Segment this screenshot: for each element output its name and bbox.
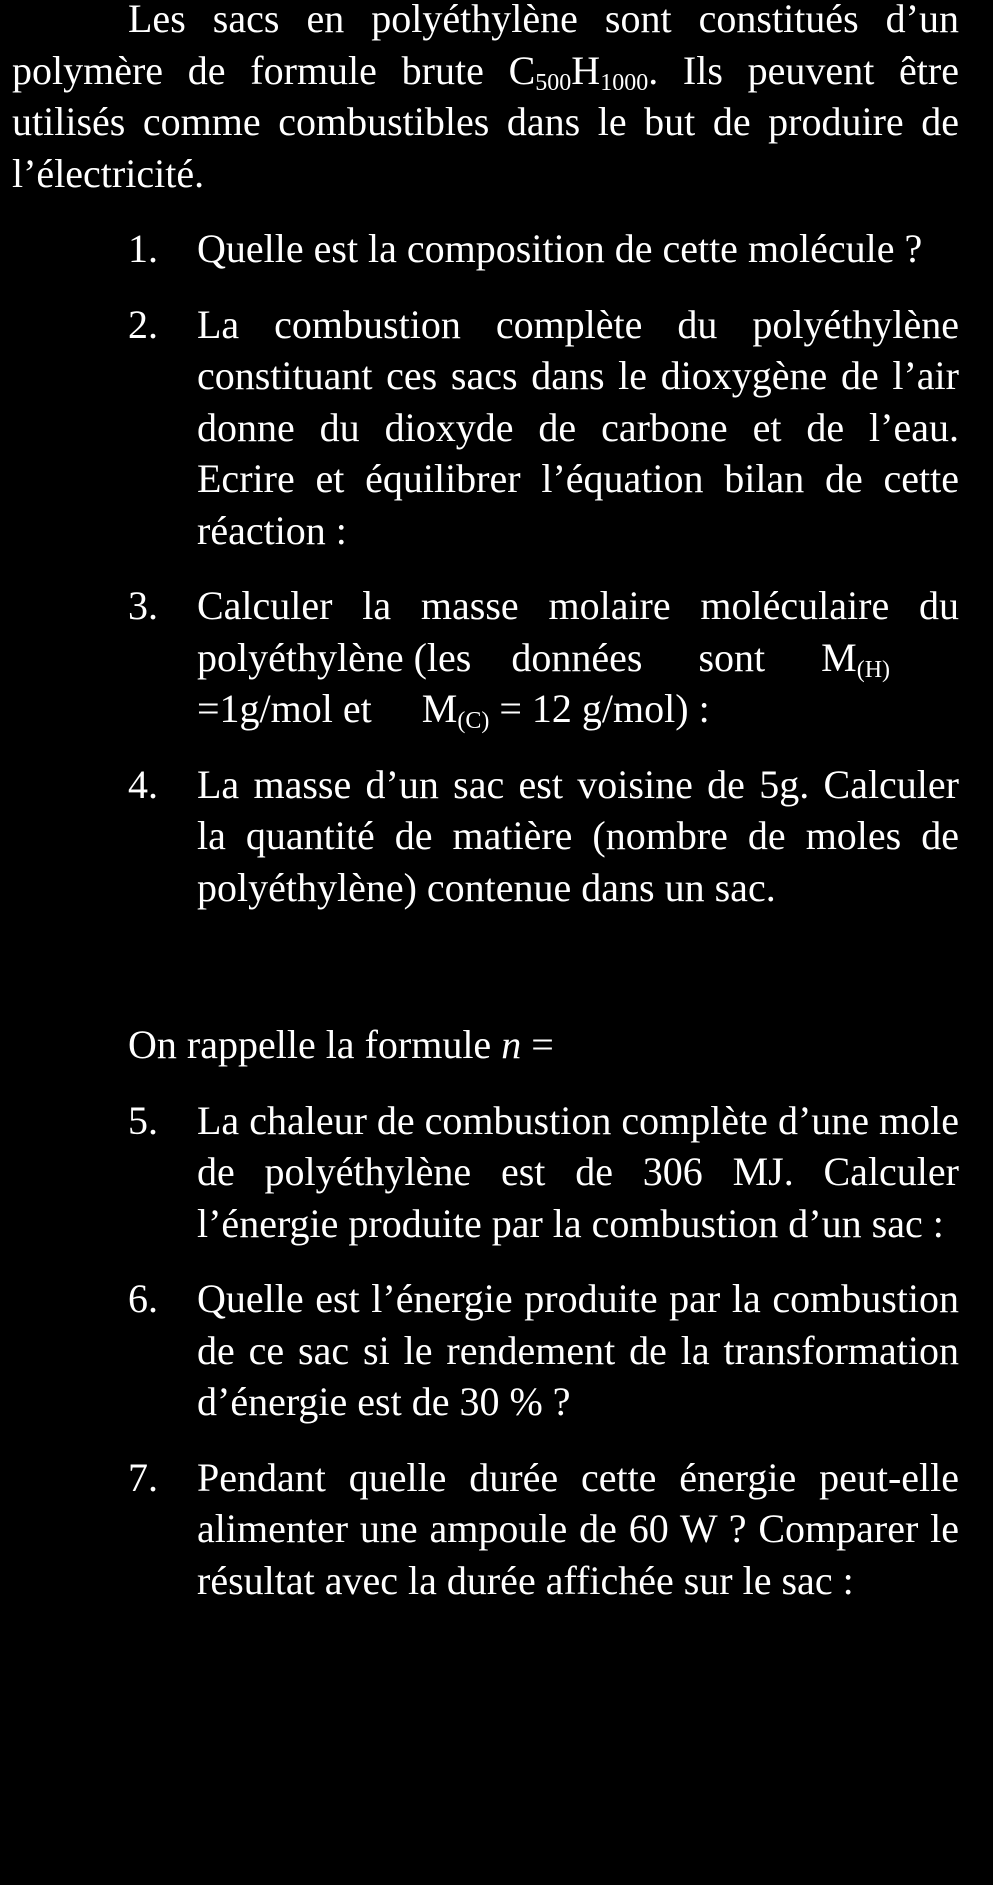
question-1 (12, 223, 959, 275)
question-number: 3. (128, 583, 158, 628)
question-text: Quelle est l’énergie produite par la combustion de ce sac si le rendement de la transformation d’énergie est de 30 % ? (197, 1276, 959, 1424)
question-number: 1. (128, 226, 158, 271)
question-text: Calculer la masse molaire moléculaire du polyéthylène (les données sont $M_{(H)}$ =1g/mol et $M_{(C)} = 12$ g/mol) : (197, 583, 959, 734)
question-number: 7. (128, 1454, 158, 1500)
question-4 (12, 759, 959, 914)
chemical-formula: $C_{500}H_{1000}$ (508, 47, 649, 96)
question-list (12, 223, 959, 913)
question-text: La combustion complète du polyéthylène constituant ces sacs dans le dioxygène de l’air donne du dioxyde de carbone et de l’eau. Ecrire et équilibrer l’équation bilan de cette réaction : (197, 301, 959, 553)
question-7 (12, 1452, 959, 1607)
intro-paragraph (12, 0, 959, 199)
question-2 (12, 299, 959, 557)
formula-reminder: On rappelle la formule n = (128, 1022, 554, 1067)
question-number: 4. (128, 761, 158, 807)
molar-mass-c: $M_{(C)}$ (421, 686, 490, 734)
question-number: 2. (128, 301, 158, 347)
question-6 (12, 1273, 959, 1428)
question-text: La chaleur de combustion complète d’une mole de polyéthylène est de 306 MJ. Calculer l’énergie produite par la combustion d’un sac : (197, 1097, 959, 1246)
question-number: 6. (128, 1276, 158, 1321)
question-number: 5. (128, 1097, 158, 1143)
molar-mass-h: $M_{(H)}$ (821, 634, 891, 683)
intro-text-start: Les sacs en polyéthylène sont constitués d’un polymère de formule brute (12, 0, 959, 93)
intro-text-end: . Ils peuvent être utilisés comme combustibles dans le but de produire de l’électricité. (12, 47, 959, 196)
question-5 (12, 1095, 959, 1250)
question-text: Quelle est la composition de cette molécule ? (197, 226, 923, 271)
question-list-continued (12, 1095, 959, 1607)
question-text: La masse d’un sac est voisine de 5g. Calculer la quantité de matière (nombre de moles de polyéthylène) contenue dans un sac. (197, 761, 959, 910)
formula-variable: n (501, 1022, 522, 1067)
question-text: Pendant quelle durée cette énergie peut-elle alimenter une ampoule de 60 W ? Comparer le résultat avec la durée affichée sur le sac : (197, 1454, 959, 1603)
question-3 (12, 580, 959, 735)
